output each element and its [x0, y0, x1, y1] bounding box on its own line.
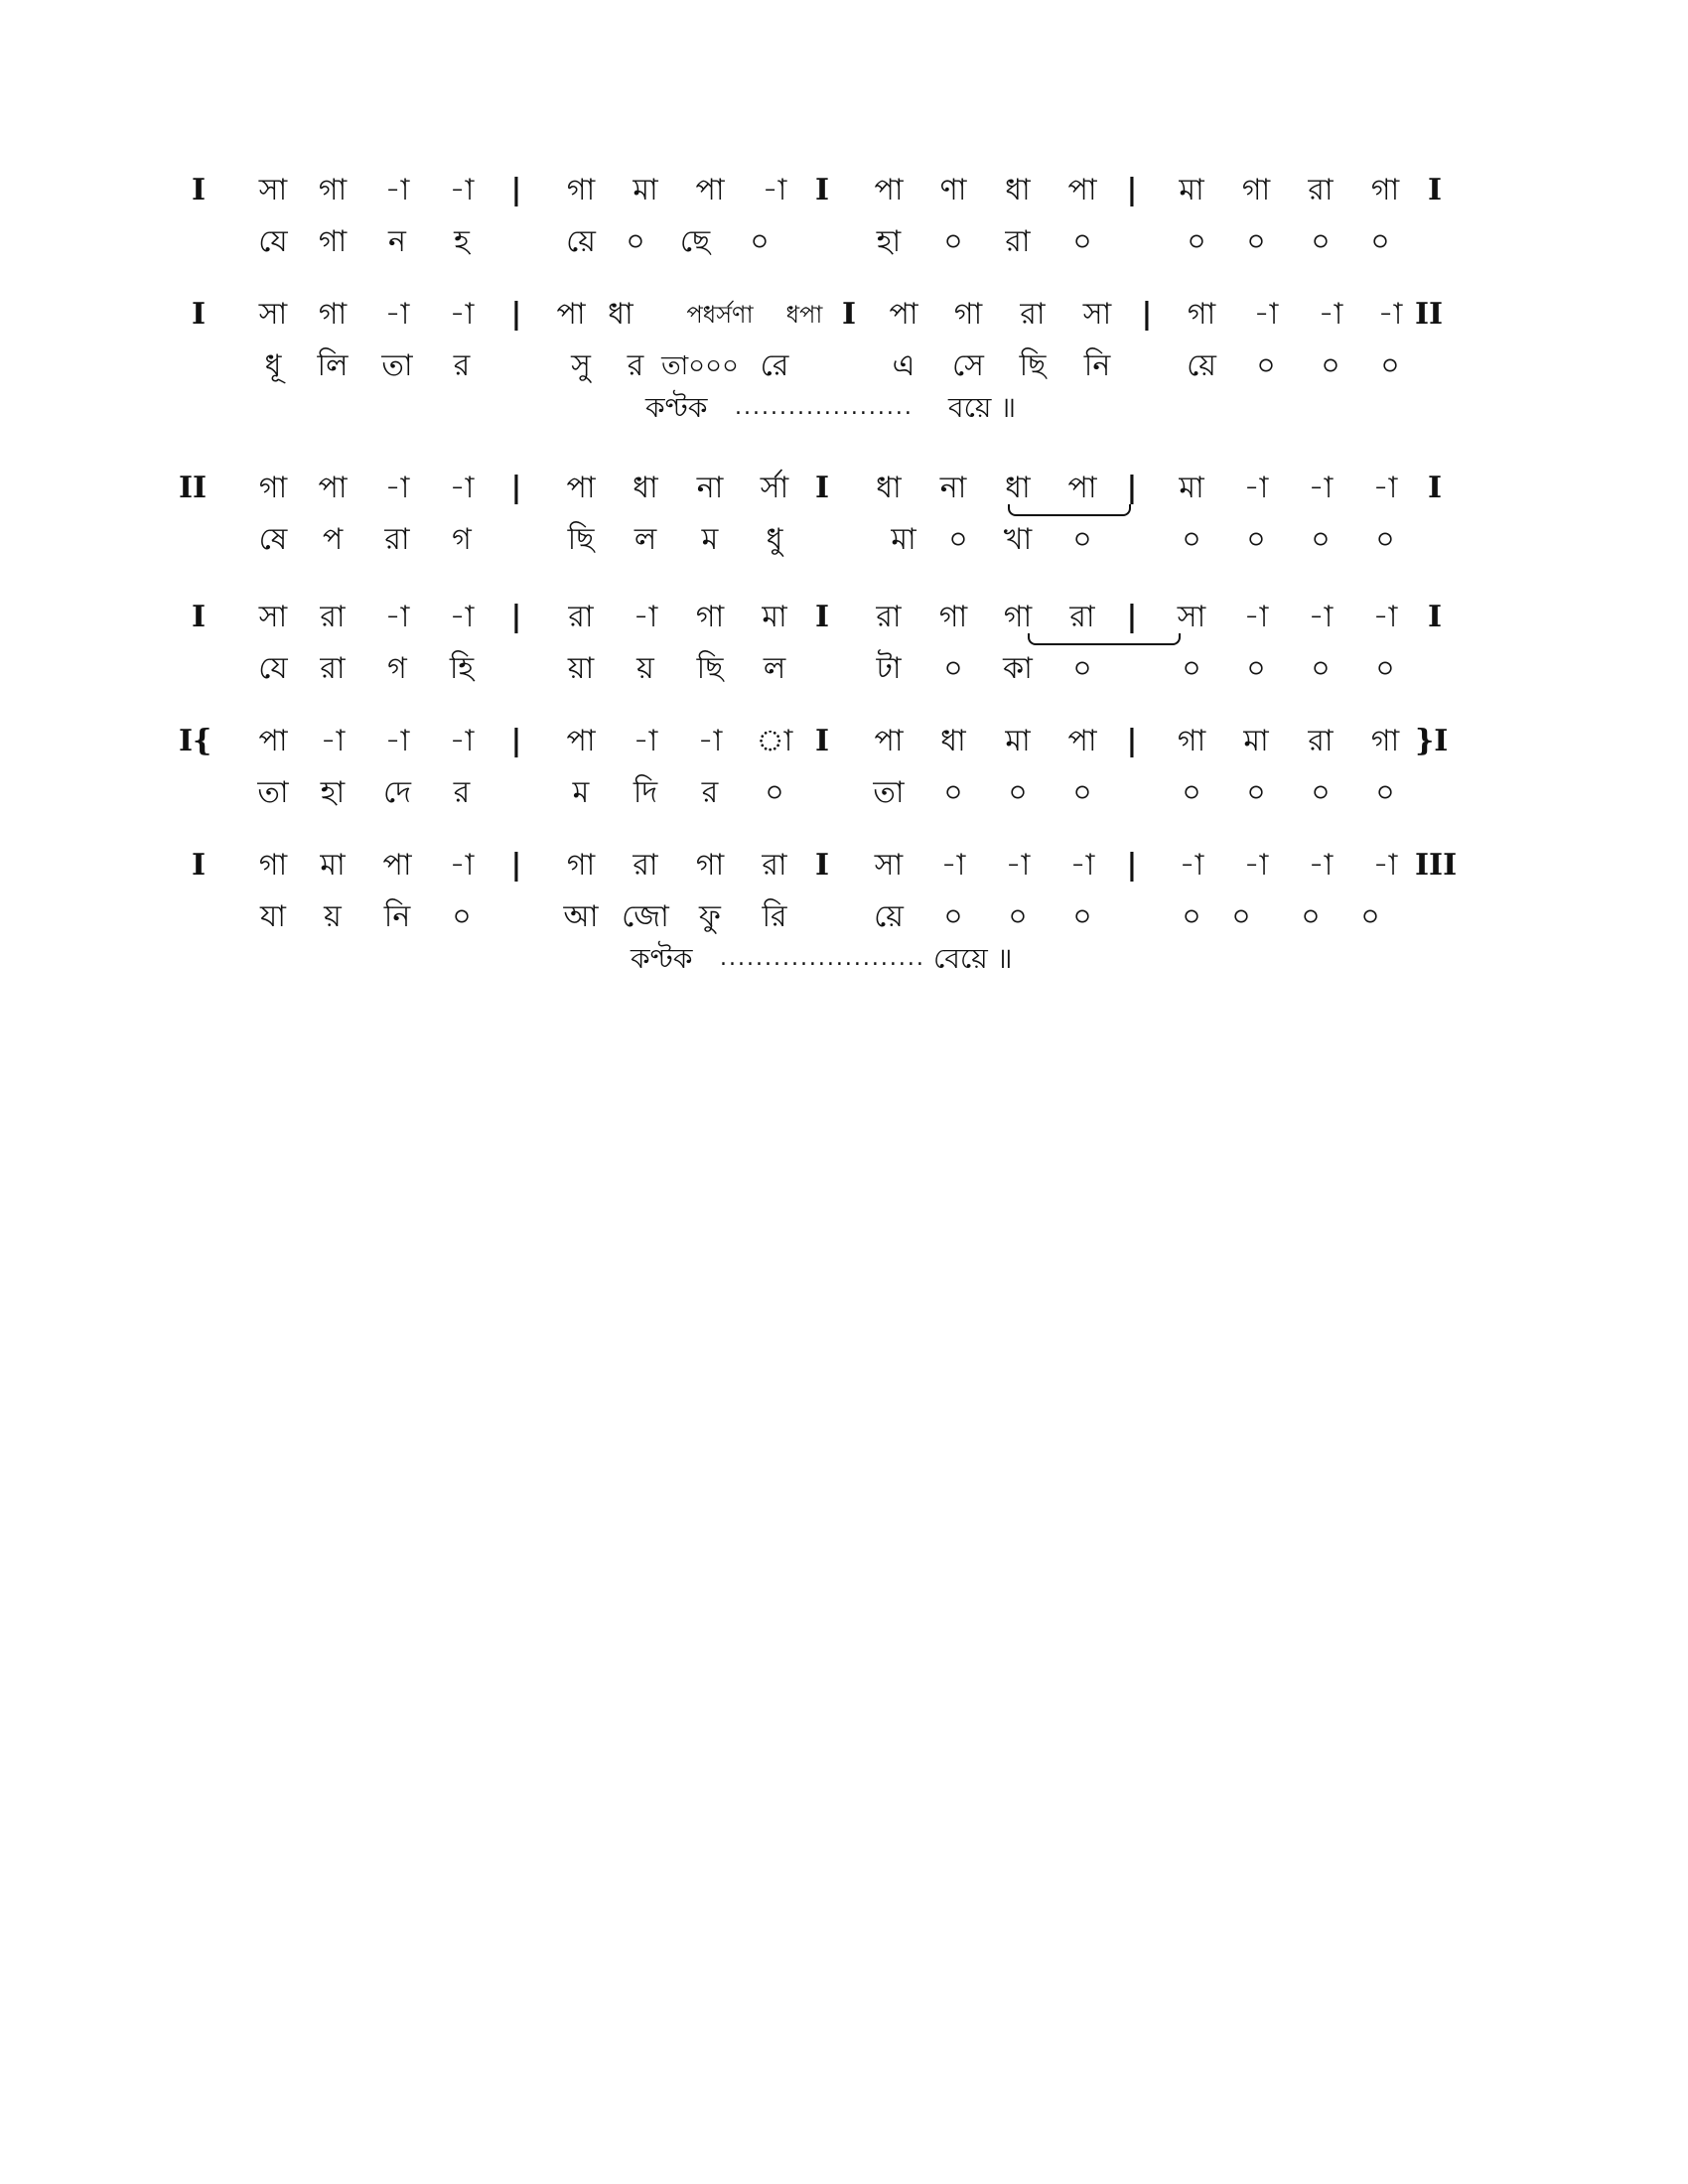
swara-note: সা: [1082, 297, 1112, 332]
swara-note: পা: [1067, 173, 1097, 207]
bar-line: I: [191, 297, 207, 332]
lyric-syllable: ০: [1321, 348, 1340, 383]
swara-note: -া: [633, 724, 658, 758]
lyric-syllable: তা: [381, 348, 413, 383]
lyric-syllable: ম: [572, 775, 590, 810]
swara-note: গা: [1003, 600, 1033, 634]
lyric-syllable: গ: [387, 651, 407, 686]
notation-block: [179, 596, 1499, 713]
lyric-syllable: ০: [1231, 899, 1251, 934]
lyric-syllable: ০: [1072, 522, 1092, 557]
swara-note: মা: [1179, 471, 1204, 505]
swara-note: পা: [556, 297, 586, 332]
lyric-syllable: ল: [633, 522, 657, 557]
lyric-syllable: খা: [1003, 522, 1033, 557]
notation-block: [179, 844, 1499, 975]
lyric-syllable: ০: [943, 651, 963, 686]
lyric-syllable: ছে: [679, 224, 711, 259]
section-mark: I{: [179, 724, 212, 758]
lyric-syllable: যে: [258, 651, 288, 686]
lyric-syllable: ০: [1311, 224, 1331, 259]
swara-note: -া: [449, 297, 475, 332]
swara-note: মা: [633, 173, 658, 207]
lyric-syllable: ধূ: [264, 348, 282, 383]
slur-mark: [1028, 633, 1181, 645]
lyric-syllable: য়: [324, 899, 342, 934]
swara-note: -া: [384, 471, 410, 505]
swara-line: [179, 720, 1499, 763]
swara-note: ধা: [633, 471, 658, 505]
lyric-syllable: ০: [1380, 348, 1400, 383]
swara-note: গা: [258, 848, 288, 883]
swara-note: -া: [940, 848, 966, 883]
lyric-syllable: ছি: [1019, 348, 1047, 383]
lyric-syllable: ০: [1311, 522, 1331, 557]
lyric-syllable: গ: [452, 522, 472, 557]
section-mark: }I: [1415, 724, 1449, 758]
swara-note: মা: [1179, 173, 1204, 207]
refrain-end: বয়ে ॥: [948, 391, 1017, 424]
refrain-dots: ....................: [735, 395, 914, 420]
lyric-syllable: সে: [952, 348, 984, 383]
swara-note: ধা: [940, 724, 966, 758]
swara-note: -া: [633, 600, 658, 634]
swara-note: ধা: [1005, 471, 1031, 505]
lyric-syllable: য়ে: [566, 224, 596, 259]
bar-line: |: [1126, 471, 1138, 505]
swara-note: -া: [1179, 848, 1204, 883]
lyric-syllable: ০: [1072, 899, 1092, 934]
lyric-syllable: ০: [943, 224, 963, 259]
lyric-syllable: রা: [320, 651, 346, 686]
swara-note: -া: [384, 600, 410, 634]
swara-note: না: [939, 471, 967, 505]
swara-note: রা: [633, 848, 658, 883]
lyric-syllable: ০: [1246, 224, 1266, 259]
swara-note: -া: [1308, 471, 1334, 505]
swara-note: -া: [1372, 471, 1398, 505]
section-mark: II: [179, 471, 208, 505]
swara-note: -া: [1377, 297, 1403, 332]
refrain-end: বেয়ে ॥: [933, 942, 1013, 975]
lyric-syllable: নি: [1083, 348, 1111, 383]
swara-note: -া: [449, 173, 475, 207]
swara-note: -া: [1308, 600, 1334, 634]
lyric-syllable: ০: [452, 899, 472, 934]
lyric-syllable: লি: [317, 348, 349, 383]
swara-note: -া: [1372, 600, 1398, 634]
swara-note: গা: [1370, 173, 1400, 207]
bar-line: |: [510, 297, 522, 332]
swara-note: -া: [1243, 600, 1269, 634]
lyric-syllable: ০: [1008, 899, 1028, 934]
swara-note: -া: [1243, 848, 1269, 883]
bar-line: |: [1141, 297, 1153, 332]
notation-block: [179, 720, 1499, 837]
swara-note: গা: [318, 297, 348, 332]
swara-note: -া: [449, 848, 475, 883]
bar-line: |: [510, 600, 522, 634]
swara-note: গা: [1177, 724, 1206, 758]
lyric-syllable: ০: [948, 522, 968, 557]
lyric-syllable: ০: [943, 899, 963, 934]
swara-note: রা: [1069, 600, 1095, 634]
swara-note: পা: [318, 471, 348, 505]
lyric-syllable: তা: [873, 775, 905, 810]
swara-line: [179, 596, 1499, 639]
bar-line: |: [510, 471, 522, 505]
lyric-syllable: কা: [1003, 651, 1033, 686]
swara-note: গা: [566, 848, 596, 883]
lyric-syllable: আ: [563, 899, 599, 934]
lyric-syllable: ০: [1360, 899, 1380, 934]
lyric-syllable: র: [453, 348, 471, 383]
swara-note: পা: [695, 173, 725, 207]
swara-note: গা: [258, 471, 288, 505]
swara-note: সা: [874, 848, 904, 883]
refrain-dots: .......................: [720, 946, 925, 971]
swara-note: গা: [695, 848, 725, 883]
swara-note: গা: [1370, 724, 1400, 758]
lyric-syllable: হ: [454, 224, 470, 259]
bar-line: I: [841, 297, 857, 332]
lyric-syllable: য়া: [567, 651, 595, 686]
swara-line: [179, 169, 1499, 212]
lyric-syllable: ০: [1311, 775, 1331, 810]
swara-note: -া: [449, 600, 475, 634]
notation-block: [179, 293, 1499, 424]
lyric-syllable: তা: [257, 775, 289, 810]
swara-note: মা: [320, 848, 346, 883]
swara-note: সা: [258, 600, 288, 634]
lyric-syllable: য়ে: [1187, 348, 1216, 383]
lyric-syllable: ল: [763, 651, 786, 686]
bar-line: I: [1427, 600, 1443, 634]
lyric-syllable: ন: [388, 224, 406, 259]
bar-line: I: [814, 724, 830, 758]
swara-note: সা: [1177, 600, 1206, 634]
swara-note: -া: [1318, 297, 1343, 332]
swara-note: পা: [566, 724, 596, 758]
swara-note: পা: [566, 471, 596, 505]
swara-note: গা: [318, 173, 348, 207]
lyric-syllable: সু: [571, 348, 591, 383]
lyric-syllable: ০: [626, 224, 645, 259]
notation-block: [179, 467, 1499, 584]
swara-note: ধা: [876, 471, 902, 505]
swara-note: গা: [953, 297, 983, 332]
lyric-syllable: ০: [1246, 522, 1266, 557]
lyric-syllable: ষে: [258, 522, 288, 557]
swara-note: না: [696, 471, 724, 505]
lyric-syllable: গা: [318, 224, 348, 259]
swara-note: রা: [1308, 724, 1334, 758]
lyric-syllable: ০: [1375, 522, 1395, 557]
swara-note: -া: [320, 724, 346, 758]
lyric-syllable: দে: [383, 775, 411, 810]
section-mark: III: [1415, 848, 1458, 883]
bar-line: |: [1126, 173, 1138, 207]
section-mark: II: [1415, 297, 1444, 332]
bar-line: |: [1126, 600, 1138, 634]
lyric-syllable: র: [701, 775, 719, 810]
lyric-syllable: যে: [258, 224, 288, 259]
swara-note: গা: [566, 173, 596, 207]
swara-note: গা: [1187, 297, 1216, 332]
swara-line: [179, 844, 1499, 887]
lyric-syllable: ম: [701, 522, 719, 557]
swara-note: -া: [1069, 848, 1095, 883]
lyric-line: [179, 647, 1499, 691]
swara-note: রা: [1020, 297, 1046, 332]
refrain-line: [179, 380, 1499, 436]
lyric-line: [179, 220, 1499, 264]
lyric-syllable: ০: [1182, 522, 1201, 557]
lyric-syllable: ছি: [567, 522, 595, 557]
swara-note: পা: [1067, 471, 1097, 505]
swara-note: -া: [1253, 297, 1279, 332]
swara-note: -া: [697, 724, 723, 758]
bar-line: |: [510, 173, 522, 207]
lyric-syllable: ০: [1375, 651, 1395, 686]
lyric-syllable: ০: [943, 775, 963, 810]
swara-note: পা: [874, 173, 904, 207]
lyric-syllable: ০: [1256, 348, 1276, 383]
lyric-syllable: নি: [383, 899, 411, 934]
swara-note: া: [756, 724, 793, 758]
bar-line: I: [191, 848, 207, 883]
swara-note: -া: [384, 724, 410, 758]
lyric-line: [179, 771, 1499, 815]
swara-note: গা: [695, 600, 725, 634]
lyric-syllable: য়: [636, 651, 654, 686]
swara-note: -া: [449, 471, 475, 505]
bar-line: |: [1126, 724, 1138, 758]
lyric-syllable: হা: [320, 775, 346, 810]
swara-note: -া: [384, 173, 410, 207]
lyric-syllable: হি: [449, 651, 475, 686]
lyric-syllable: ০: [1246, 775, 1266, 810]
lyric-syllable: ০: [1187, 224, 1206, 259]
bar-line: |: [1126, 848, 1138, 883]
swara-note: রা: [320, 600, 346, 634]
lyric-syllable: রে: [760, 348, 789, 383]
lyric-syllable: রি: [762, 899, 787, 934]
refrain-line: [179, 931, 1499, 987]
bar-line: I: [814, 471, 830, 505]
bar-line: |: [510, 724, 522, 758]
bar-line: I: [191, 173, 207, 207]
lyric-syllable: ০: [750, 224, 770, 259]
lyric-syllable: ০: [1182, 775, 1201, 810]
swara-note: র্সা: [760, 471, 789, 505]
lyric-syllable: দি: [633, 775, 658, 810]
swara-note: সা: [258, 173, 288, 207]
swara-note: -া: [449, 724, 475, 758]
lyric-syllable: ০: [765, 775, 784, 810]
lyric-syllable: রা: [1005, 224, 1031, 259]
swara-note: ণা: [939, 173, 967, 207]
swara-note: পা: [1067, 724, 1097, 758]
swara-note: গা: [938, 600, 968, 634]
swara-note: পা: [874, 724, 904, 758]
lyric-syllable: ০: [1311, 651, 1331, 686]
lyric-syllable: ০: [1301, 899, 1321, 934]
swara-line: [179, 467, 1499, 510]
lyric-syllable: ০: [1072, 224, 1092, 259]
lyric-syllable: ০: [1182, 651, 1201, 686]
bar-line: |: [510, 848, 522, 883]
swara-note: -া: [384, 297, 410, 332]
lyric-syllable: ০: [1246, 651, 1266, 686]
lyric-syllable: ০: [1008, 775, 1028, 810]
lyric-syllable: এ: [892, 348, 915, 383]
swara-note: -া: [1372, 848, 1398, 883]
lyric-syllable: তা০০০: [661, 351, 739, 381]
bar-line: I: [814, 600, 830, 634]
swara-line: [179, 293, 1499, 337]
lyric-syllable: র: [627, 348, 644, 383]
lyric-syllable: ছি: [696, 651, 724, 686]
swara-note: পা: [889, 297, 918, 332]
swara-note: -া: [762, 173, 787, 207]
swara-note: পা: [258, 724, 288, 758]
lyric-syllable: ০: [1370, 224, 1390, 259]
swara-note: রা: [1308, 173, 1334, 207]
lyric-line: [179, 518, 1499, 562]
lyric-syllable: ধু: [766, 522, 783, 557]
swara-note: মা: [762, 600, 787, 634]
swara-note: রা: [876, 600, 902, 634]
bar-line: I: [191, 600, 207, 634]
notation-block: [179, 169, 1499, 286]
swara-note: মা: [1243, 724, 1269, 758]
lyric-syllable: রা: [384, 522, 410, 557]
swara-note: পা: [382, 848, 412, 883]
lyric-syllable: মা: [891, 522, 916, 557]
lyric-syllable: প: [322, 522, 344, 557]
lyric-syllable: ফু: [699, 899, 721, 934]
lyric-syllable: হা: [876, 224, 902, 259]
swara-note: -া: [1005, 848, 1031, 883]
bar-line: I: [1427, 173, 1443, 207]
lyric-syllable: র: [453, 775, 471, 810]
swara-note: গা: [1241, 173, 1271, 207]
swara-note: রা: [568, 600, 594, 634]
swara-note: -া: [1243, 471, 1269, 505]
swara-note: ধা: [608, 297, 633, 332]
swara-note: পধর্সণা: [686, 301, 754, 329]
lyric-syllable: জো: [622, 899, 669, 934]
swara-note: ধা: [1005, 173, 1031, 207]
lyric-syllable: ০: [1072, 651, 1092, 686]
lyric-syllable: ০: [1375, 775, 1395, 810]
swara-note: রা: [762, 848, 787, 883]
lyric-syllable: ০: [1182, 899, 1201, 934]
swara-note: সা: [258, 297, 288, 332]
bar-line: I: [1427, 471, 1443, 505]
bar-line: I: [814, 848, 830, 883]
lyric-syllable: যা: [260, 899, 286, 934]
slur-mark: [1008, 504, 1131, 516]
swara-note: -া: [1308, 848, 1334, 883]
swara-note: ধপা: [785, 301, 823, 329]
refrain-word: কণ্টক: [645, 391, 708, 424]
refrain-word: কণ্টক: [631, 942, 693, 975]
lyric-syllable: টা: [876, 651, 902, 686]
swara-note: মা: [1005, 724, 1031, 758]
bar-line: I: [814, 173, 830, 207]
lyric-syllable: য়ে: [874, 899, 904, 934]
lyric-syllable: ০: [1072, 775, 1092, 810]
